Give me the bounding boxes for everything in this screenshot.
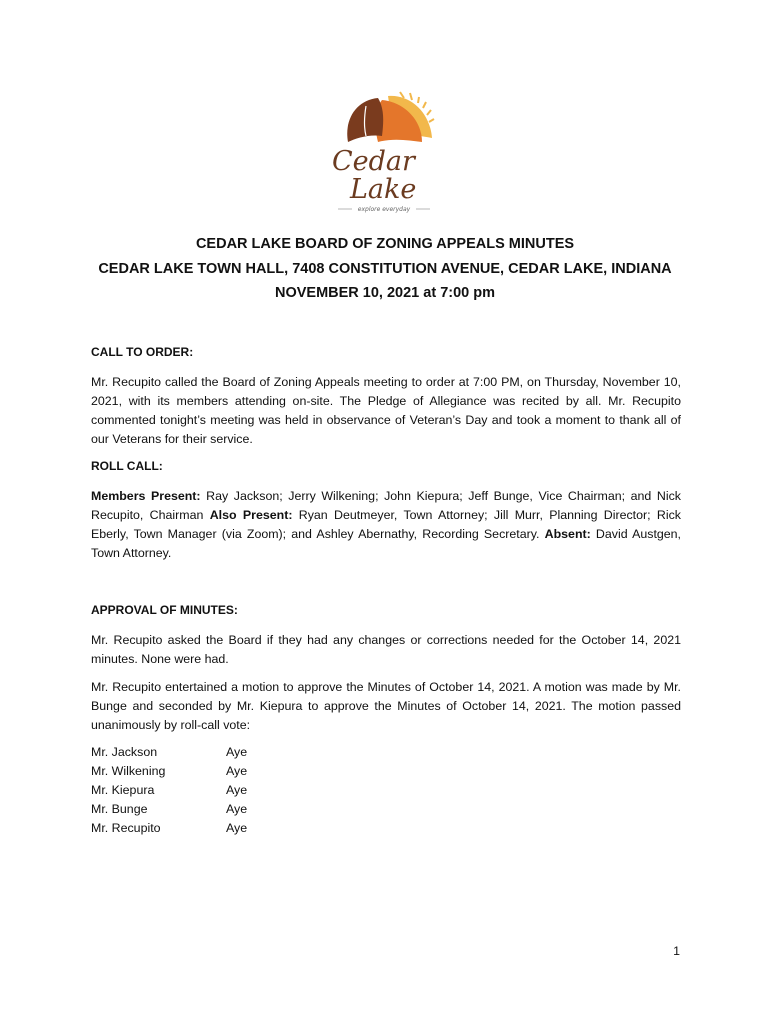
title-line-2: CEDAR LAKE TOWN HALL, 7408 CONSTITUTION AVENUE, CEDAR LAKE, INDIANA xyxy=(98,260,672,277)
members-present-text: Ray Jackson; Jerry Wilkening; John Kiepura; Jeff Bunge, Vice Chairman; and Nick Recupito, Chairman xyxy=(91,489,681,522)
roll-call-section xyxy=(91,457,681,563)
approval-of-minutes-section xyxy=(91,601,681,735)
vote-value: Aye xyxy=(226,764,248,778)
also-present-label: Also Present: xyxy=(209,508,293,522)
roll-call-heading: ROLL CALL: xyxy=(91,459,163,473)
call-to-order-heading: CALL TO ORDER: xyxy=(91,345,194,359)
vote-name: Mr. Wilkening xyxy=(91,764,166,778)
vote-table xyxy=(91,743,247,838)
vote-value: Aye xyxy=(226,745,248,759)
vote-name: Mr. Bunge xyxy=(91,802,148,816)
vote-row xyxy=(91,819,247,838)
vote-row xyxy=(91,743,247,762)
approval-heading: APPROVAL OF MINUTES: xyxy=(91,603,238,617)
call-to-order-text: Mr. Recupito called the Board of Zoning Appeals meeting to order at 7:00 PM, on Thursday, November 10, 2021, with its members attending on-site. The Pledge of Allegiance was recited by all. Mr. Recupito commented tonight’s meeting was held in observance of Veteran’s Day and took a moment to thank all of our Veterans for their service. xyxy=(91,375,681,446)
document-title xyxy=(0,232,770,306)
vote-name: Mr. Jackson xyxy=(91,745,158,759)
absent-label: Absent: xyxy=(544,527,591,541)
logo-tagline: explore everyday xyxy=(357,206,411,213)
vote-value: Aye xyxy=(226,802,248,816)
vote-row xyxy=(91,762,247,781)
vote-value: Aye xyxy=(226,783,248,797)
vote-row xyxy=(91,800,247,819)
vote-value: Aye xyxy=(226,821,248,835)
call-to-order-section xyxy=(91,343,681,449)
vote-name: Mr. Recupito xyxy=(91,821,161,835)
members-present-label: Members Present: xyxy=(91,489,201,503)
vote-row xyxy=(91,781,247,800)
roll-call-text xyxy=(91,487,681,563)
page-number: 1 xyxy=(673,944,680,958)
logo-text-cedar: Cedar xyxy=(332,146,415,177)
absent-text: David Austgen, Town Attorney. xyxy=(91,527,681,560)
approval-para-2: Mr. Recupito entertained a motion to approve the Minutes of October 14, 2021. A motion was made by Mr. Bunge and seconded by Mr. Kiepura to approve the Minutes of October 14, 2021. The motion passed unanimously by roll-call vote: xyxy=(91,680,681,732)
vote-name: Mr. Kiepura xyxy=(91,783,155,797)
title-line-3: NOVEMBER 10, 2021 at 7:00 pm xyxy=(274,285,495,301)
also-present-text: Ryan Deutmeyer, Town Attorney; Jill Murr, Planning Director; Rick Eberly, Town Manager (via Zoom); and Ashley Abernathy, Recording Secretary. xyxy=(91,508,681,541)
cedar-lake-logo xyxy=(330,90,438,218)
logo-text-lake: Lake xyxy=(350,174,417,205)
title-line-1: CEDAR LAKE BOARD OF ZONING APPEALS MINUTES xyxy=(195,236,575,252)
approval-para-1: Mr. Recupito asked the Board if they had any changes or corrections needed for the October 14, 2021 minutes. None were had. xyxy=(91,633,681,666)
